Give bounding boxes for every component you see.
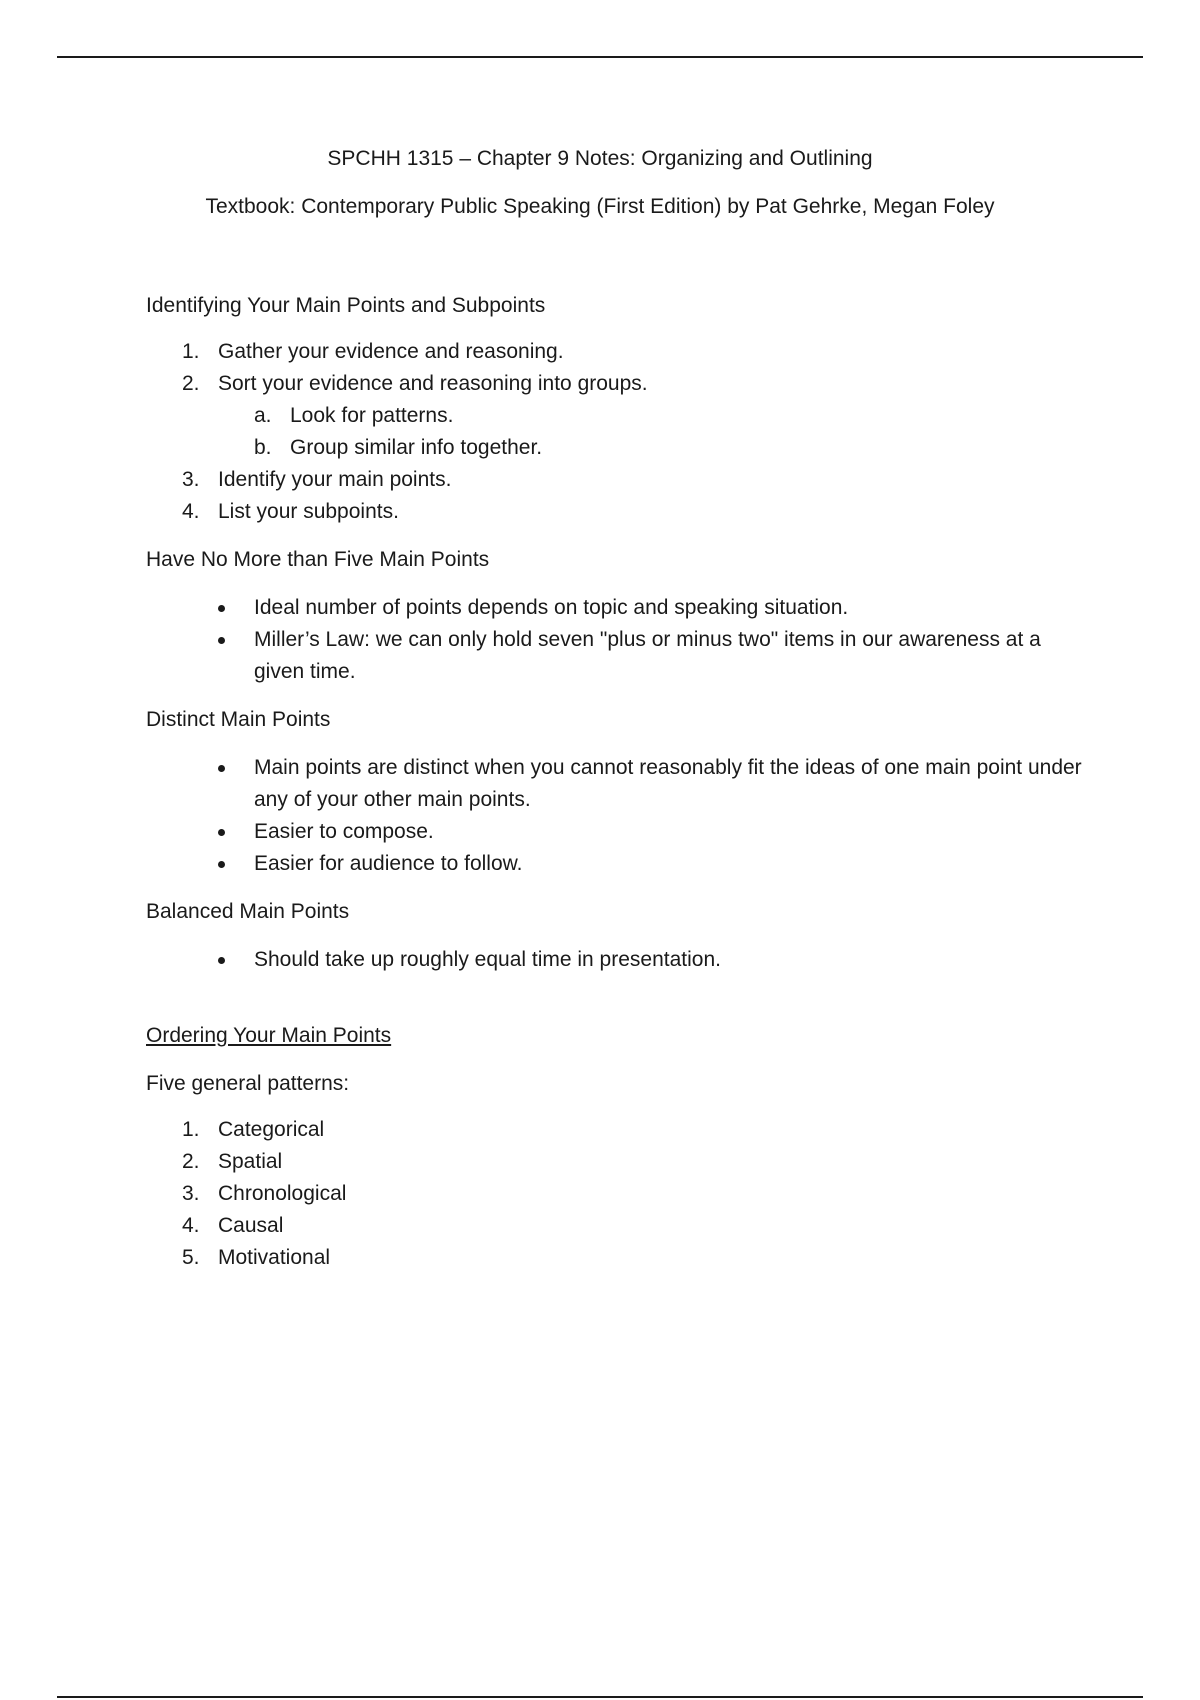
bullet-icon (218, 592, 238, 612)
bullet-list (146, 944, 1096, 976)
bullet-icon (218, 624, 238, 644)
section-intro: Five general patterns: (146, 1072, 350, 1095)
section-heading: Distinct Main Points (146, 708, 331, 731)
bullet-list (146, 592, 1096, 688)
section-ordering-main-points (146, 1020, 1096, 1274)
list-item: a. Look for patterns. (254, 404, 454, 427)
numbered-list (146, 1114, 1096, 1274)
top-rule (57, 56, 1143, 58)
list-item: 4. Causal (182, 1214, 284, 1237)
list-item: Miller’s Law: we can only hold seven "plus or minus two" items in our awareness at a given time. (146, 624, 1096, 688)
list-item: 2. Spatial (182, 1150, 283, 1173)
bottom-rule (57, 1696, 1143, 1698)
list-item: Main points are distinct when you cannot reasonably fit the ideas of one main point under any of your other main points. (146, 752, 1096, 816)
list-item: Easier to compose. (146, 816, 1096, 848)
section-distinct-main-points (146, 704, 1096, 880)
list-item: Ideal number of points depends on topic and speaking situation. (146, 592, 1096, 624)
bullet-icon (218, 752, 238, 772)
list-item: 2. Sort your evidence and reasoning into groups. a. Look for patterns. b. Group similar info together. (146, 368, 1096, 464)
section-identifying (146, 290, 1096, 528)
list-item: Should take up roughly equal time in presentation. (146, 944, 1096, 976)
numbered-list (146, 336, 1096, 528)
list-item: b. Group similar info together. (254, 436, 543, 459)
list-item: 3. Identify your main points. (182, 468, 452, 491)
section-heading: Identifying Your Main Points and Subpoints (146, 294, 546, 317)
list-item: 5. Motivational (182, 1246, 331, 1269)
section-heading: Have No More than Five Main Points (146, 548, 490, 571)
section-heading: Ordering Your Main Points (146, 1024, 392, 1047)
list-item: 1. Categorical (182, 1118, 325, 1141)
list-item: Easier for audience to follow. (146, 848, 1096, 880)
bullet-icon (218, 848, 238, 868)
bullet-icon (218, 944, 238, 964)
section-five-main-points (146, 544, 1096, 688)
sub-list (146, 400, 1096, 464)
bullet-list (146, 752, 1096, 880)
section-heading: Balanced Main Points (146, 900, 350, 923)
document-title: SPCHH 1315 – Chapter 9 Notes: Organizing and Outlining (327, 147, 873, 170)
bullet-icon (218, 816, 238, 836)
list-item: 1. Gather your evidence and reasoning. (182, 340, 564, 363)
section-balanced-main-points (146, 896, 1096, 976)
list-item: 4. List your subpoints. (182, 500, 399, 523)
textbook-line: Textbook: Contemporary Public Speaking (First Edition) by Pat Gehrke, Megan Foley (205, 195, 995, 218)
list-item: 3. Chronological (182, 1182, 347, 1205)
document-header (0, 143, 1200, 223)
